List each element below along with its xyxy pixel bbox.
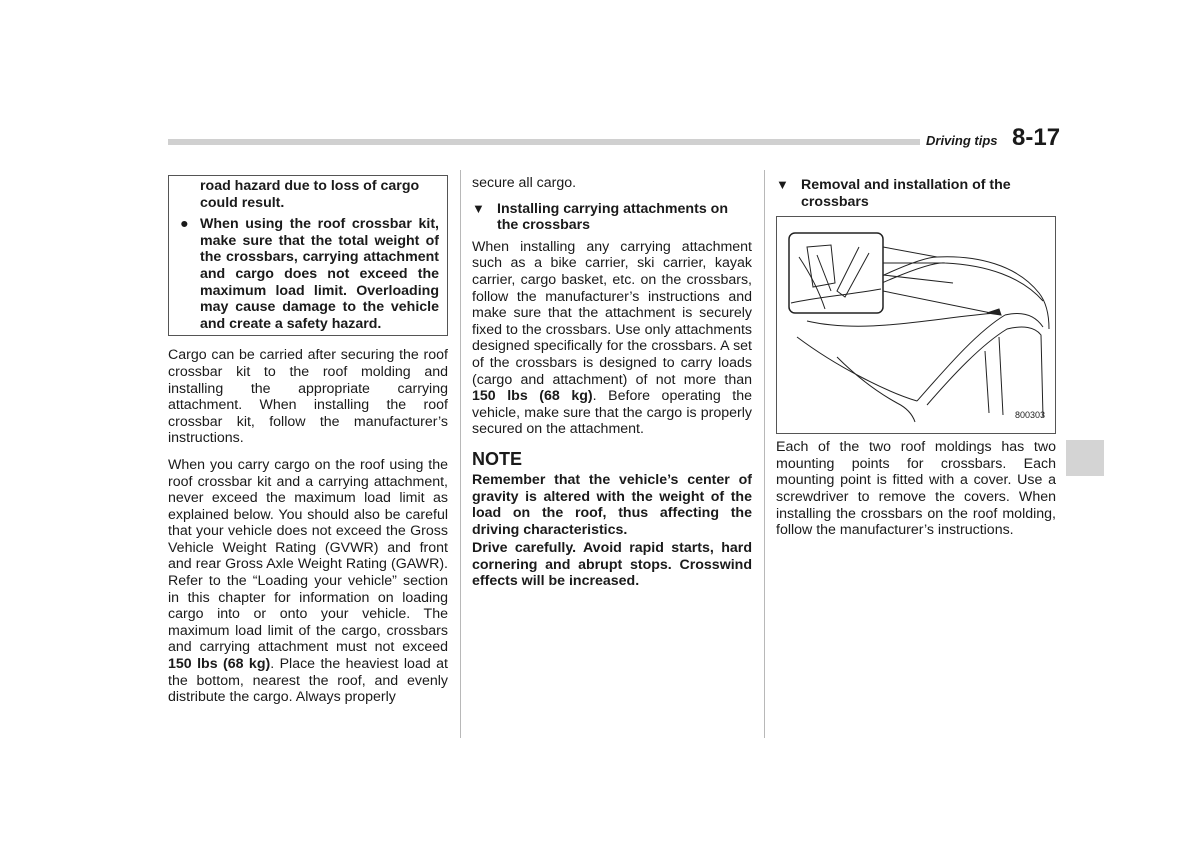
note-paragraph-2: Drive carefully. Avoid rapid starts, hard cornering and abrupt stops. Crosswind effects will be increased. bbox=[472, 540, 752, 590]
paragraph-load-limit bbox=[168, 457, 448, 706]
column-2 bbox=[472, 175, 752, 590]
triangle-down-icon: ▼ bbox=[472, 200, 485, 216]
roof-molding-drawing bbox=[777, 217, 1055, 433]
warning-continuation: road hazard due to loss of cargo could result. bbox=[200, 178, 420, 211]
chapter-side-tab bbox=[1066, 440, 1104, 476]
column-divider-1 bbox=[460, 170, 461, 738]
warning-bullet-item bbox=[177, 216, 439, 332]
paragraph-attachments bbox=[472, 239, 752, 438]
section-heading-text: Installing carrying attachments on the crossbars bbox=[497, 200, 728, 234]
header-rule bbox=[168, 139, 920, 145]
load-limit-value: 150 lbs (68 kg) bbox=[168, 656, 271, 673]
note-title: NOTE bbox=[472, 448, 523, 469]
attachments-load-value: 150 lbs (68 kg) bbox=[472, 388, 593, 405]
note-paragraph-1: Remember that the vehicle’s center of gravity is altered with the weight of the load on the roof, thus affecting the driving characteristics. bbox=[472, 471, 752, 538]
roof-molding-illustration bbox=[776, 216, 1056, 434]
attachments-text-a: When installing any carrying attachment such as a bike carrier, ski carrier, kayak carrier, cargo basket, etc. on the crossbars, follow the manufacturer’s instructions and make sure that the attachment is securely fixed to the crossbars. Use only attachments designed specifically for the crossbars. A set of the crossbars is designed to carry loads (cargo and attachment) of not more than bbox=[472, 238, 752, 388]
attachments-text-b: . Before operating the vehicle, make sure that the cargo is properly secured on the attachment. bbox=[472, 388, 752, 438]
bullet-icon: ● bbox=[180, 216, 189, 233]
section-heading-text: Removal and installation of the crossbars bbox=[801, 177, 1011, 210]
column-1 bbox=[168, 175, 448, 706]
paragraph-cargo-intro: Cargo can be carried after securing the roof crossbar kit to the roof molding and installing the appropriate carrying attachment. When installing the roof crossbar kit, follow the manufacturer’s instructions. bbox=[168, 347, 448, 447]
section-heading-installing-attachments bbox=[472, 201, 752, 234]
figure-id: 800303 bbox=[1014, 409, 1045, 420]
column-3 bbox=[776, 177, 1056, 539]
page-number: 8-17 bbox=[1012, 124, 1061, 151]
running-header-section: Driving tips bbox=[926, 133, 998, 148]
continuation-text: secure all cargo. bbox=[472, 175, 577, 191]
triangle-down-icon: ▼ bbox=[776, 177, 789, 192]
warning-bullet-text: When using the roof crossbar kit, make sure that the total weight of the crossbars, carrying attachment and cargo does not exceed the maximum load limit. Overloading may cause damage to the vehicle and create a safety hazard. bbox=[200, 216, 439, 332]
section-heading-removal-installation bbox=[776, 177, 1056, 210]
warning-box bbox=[168, 175, 448, 336]
load-limit-text-b: . Place the heaviest load at the bottom, nearest the roof, and evenly distribute the cargo. Always properly bbox=[168, 656, 448, 706]
column-divider-2 bbox=[764, 170, 765, 738]
paragraph-mounting-points: Each of the two roof moldings has two mounting points for crossbars. Each mounting point is fitted with a cover. Use a screwdriver to remove the covers. When installing the crossbars on the roof molding, follow the manufacturer’s instructions. bbox=[776, 439, 1056, 539]
load-limit-text-a: When you carry cargo on the roof using the roof crossbar kit and a carrying attachment, never exceed the maximum load limit as explained below. You should also be careful that your vehicle does not exceed the Gross Vehicle Weight Rating (GVWR) and front and rear Gross Axle Weight Rating (GAWR). Refer to the “Loading your vehicle” section in this chapter for information on loading cargo into or onto your vehicle. The maximum load limit of the cargo, crossbars and carrying attachment must not exceed bbox=[168, 456, 448, 656]
